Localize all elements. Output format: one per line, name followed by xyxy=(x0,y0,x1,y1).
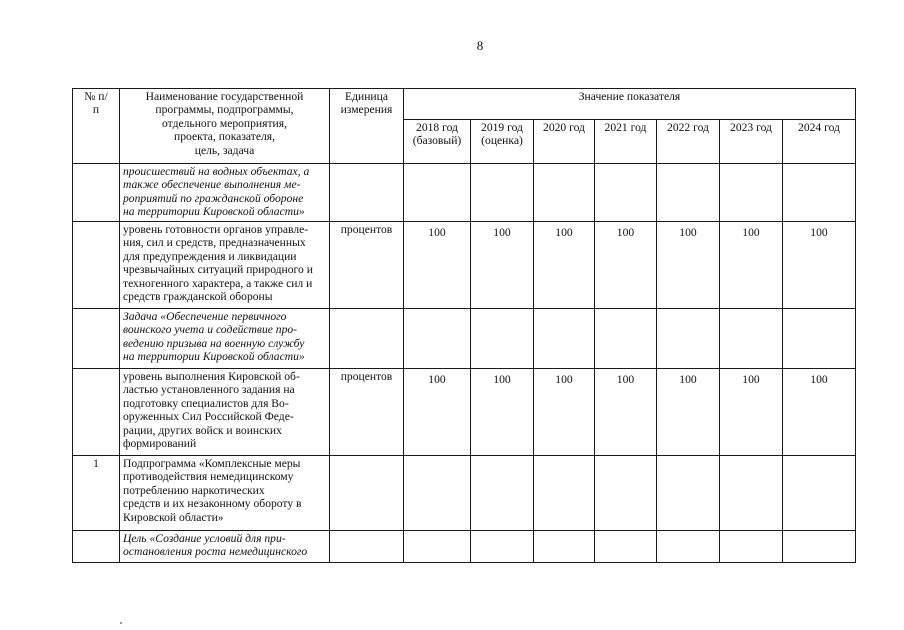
row-name-line: противодействия немедицинскому xyxy=(123,470,294,484)
header-year xyxy=(657,120,720,164)
header-year-note: (оценка) xyxy=(481,134,523,148)
row-value xyxy=(471,164,534,222)
header-name-line: Наименование государственной xyxy=(145,90,304,103)
row-value xyxy=(595,456,657,531)
row-value: 100 xyxy=(471,222,534,309)
row-name xyxy=(120,531,330,563)
row-name-line: средств и их незаконному обороту в xyxy=(123,497,302,511)
row-value xyxy=(404,531,471,563)
row-value xyxy=(783,456,856,531)
row-name-line: также обеспечение выполнения ме- xyxy=(123,178,301,192)
row-number xyxy=(73,531,120,563)
row-value xyxy=(595,164,657,222)
row-name-line: формирований xyxy=(123,437,197,451)
header-year-label: 2019 год xyxy=(481,121,523,134)
row-value xyxy=(657,309,720,369)
row-name-line: роприятий по гражданской обороне xyxy=(123,191,304,205)
header-year xyxy=(471,120,534,164)
row-unit xyxy=(330,456,404,531)
row-name-line: Цель «Создание условий для при- xyxy=(123,532,286,545)
row-name-line: на территории Кировской области» xyxy=(123,350,305,364)
row-name-line: происшествий на водных объектах, а xyxy=(123,165,310,178)
header-year-label: 2018 год xyxy=(416,121,458,134)
row-name xyxy=(120,309,330,369)
row-name-line: подготовку специалистов для Во- xyxy=(123,396,289,410)
header-number-label: № п/п xyxy=(84,90,108,117)
table-row xyxy=(73,456,856,531)
row-value xyxy=(657,531,720,563)
row-unit: процентов xyxy=(330,369,404,456)
row-value xyxy=(657,164,720,222)
row-value xyxy=(404,309,471,369)
header-name-line: проекта, показателя, xyxy=(174,130,275,144)
row-value xyxy=(783,531,856,563)
row-value: 100 xyxy=(657,369,720,456)
row-name xyxy=(120,222,330,309)
header-number xyxy=(73,89,120,164)
row-name xyxy=(120,164,330,222)
table-row xyxy=(73,309,856,369)
row-value: 100 xyxy=(404,222,471,309)
row-number xyxy=(73,369,120,456)
table-row xyxy=(73,164,856,222)
row-name-line: оруженных Сил Российской Феде- xyxy=(123,410,294,424)
row-name-line: рации, других войск и воинских xyxy=(123,423,282,437)
header-name-line: отдельного мероприятия, xyxy=(162,116,287,130)
header-year-note: (базовый) xyxy=(412,134,462,148)
row-name xyxy=(120,456,330,531)
row-value xyxy=(471,456,534,531)
row-name-line: Кировской области» xyxy=(123,510,224,524)
header-year-label: 2023 год xyxy=(730,121,772,134)
header-name-line: программы, подпрограммы, xyxy=(155,103,294,117)
row-value xyxy=(534,164,595,222)
row-value xyxy=(404,164,471,222)
row-name-line: ведению призыва на военную службу xyxy=(123,336,305,350)
header-year xyxy=(404,120,471,164)
scan-artifact xyxy=(120,622,122,624)
header-name-line: цель, задача xyxy=(194,143,255,157)
row-value xyxy=(657,456,720,531)
row-number xyxy=(73,309,120,369)
row-name-line: ния, сил и средств, предназначенных xyxy=(123,236,306,250)
row-value xyxy=(471,531,534,563)
page-number: 8 xyxy=(476,38,484,53)
header-unit xyxy=(330,89,404,164)
header-year-label: 2020 год xyxy=(543,121,585,134)
row-value xyxy=(720,164,783,222)
row-unit xyxy=(330,164,404,222)
row-value xyxy=(720,309,783,369)
row-unit xyxy=(330,531,404,563)
row-name-line: потреблению наркотических xyxy=(123,483,265,497)
table-row xyxy=(73,531,856,563)
header-unit-line: измерения xyxy=(340,103,393,117)
header-year-label: 2021 год xyxy=(604,121,647,134)
row-name-line: техногенного характера, а также сил и xyxy=(123,276,313,290)
row-name-line: Подпрограмма «Комплексные меры xyxy=(123,457,301,470)
row-name-line: воинского учета и содействие про- xyxy=(123,323,298,337)
header-year xyxy=(534,120,595,164)
row-value: 100 xyxy=(595,369,657,456)
row-value: 100 xyxy=(534,222,595,309)
row-name xyxy=(120,369,330,456)
row-unit xyxy=(330,309,404,369)
row-value: 100 xyxy=(657,222,720,309)
row-value xyxy=(534,531,595,563)
header-year xyxy=(595,120,657,164)
table-row xyxy=(73,369,856,456)
row-value xyxy=(720,456,783,531)
header-name xyxy=(120,89,330,164)
row-value xyxy=(783,309,856,369)
row-name-line: средств гражданской обороны xyxy=(123,290,273,304)
row-number: 1 xyxy=(73,456,120,531)
header-unit-line: Единица xyxy=(345,90,388,103)
row-number xyxy=(73,222,120,309)
row-value xyxy=(471,309,534,369)
row-value: 100 xyxy=(720,369,783,456)
row-name-line: чрезвычайных ситуаций природного и xyxy=(123,263,313,277)
row-name-line: уровень выполнения Кировской об- xyxy=(123,370,300,383)
row-name-line: Задача «Обеспечение первичного xyxy=(123,310,287,323)
row-name-line: для предупреждения и ликвидации xyxy=(123,249,297,263)
row-name-line: ластью установленного задания на xyxy=(123,383,295,397)
row-value: 100 xyxy=(534,369,595,456)
header-values xyxy=(404,89,856,120)
row-name-line: на территории Кировской области» xyxy=(123,205,305,219)
table-row xyxy=(73,222,856,309)
row-value xyxy=(783,164,856,222)
header-year xyxy=(720,120,783,164)
row-value xyxy=(720,531,783,563)
row-unit: процентов xyxy=(330,222,404,309)
header-year xyxy=(783,120,856,164)
row-value: 100 xyxy=(595,222,657,309)
row-value xyxy=(534,456,595,531)
row-number xyxy=(73,164,120,222)
row-value xyxy=(595,531,657,563)
row-value: 100 xyxy=(720,222,783,309)
header-year-label: 2022 год xyxy=(667,121,709,134)
row-value: 100 xyxy=(471,369,534,456)
header-year-label: 2024 год xyxy=(798,121,840,134)
indicator-table xyxy=(72,88,856,563)
row-value: 100 xyxy=(404,369,471,456)
row-value xyxy=(534,309,595,369)
row-name-line: уровень готовности органов управле- xyxy=(123,223,309,236)
row-name-line: остановления роста немедицинского xyxy=(123,545,308,559)
row-value xyxy=(404,456,471,531)
row-value xyxy=(595,309,657,369)
header-values-label: Значение показателя xyxy=(578,90,681,103)
row-value: 100 xyxy=(783,222,856,309)
row-value: 100 xyxy=(783,369,856,456)
